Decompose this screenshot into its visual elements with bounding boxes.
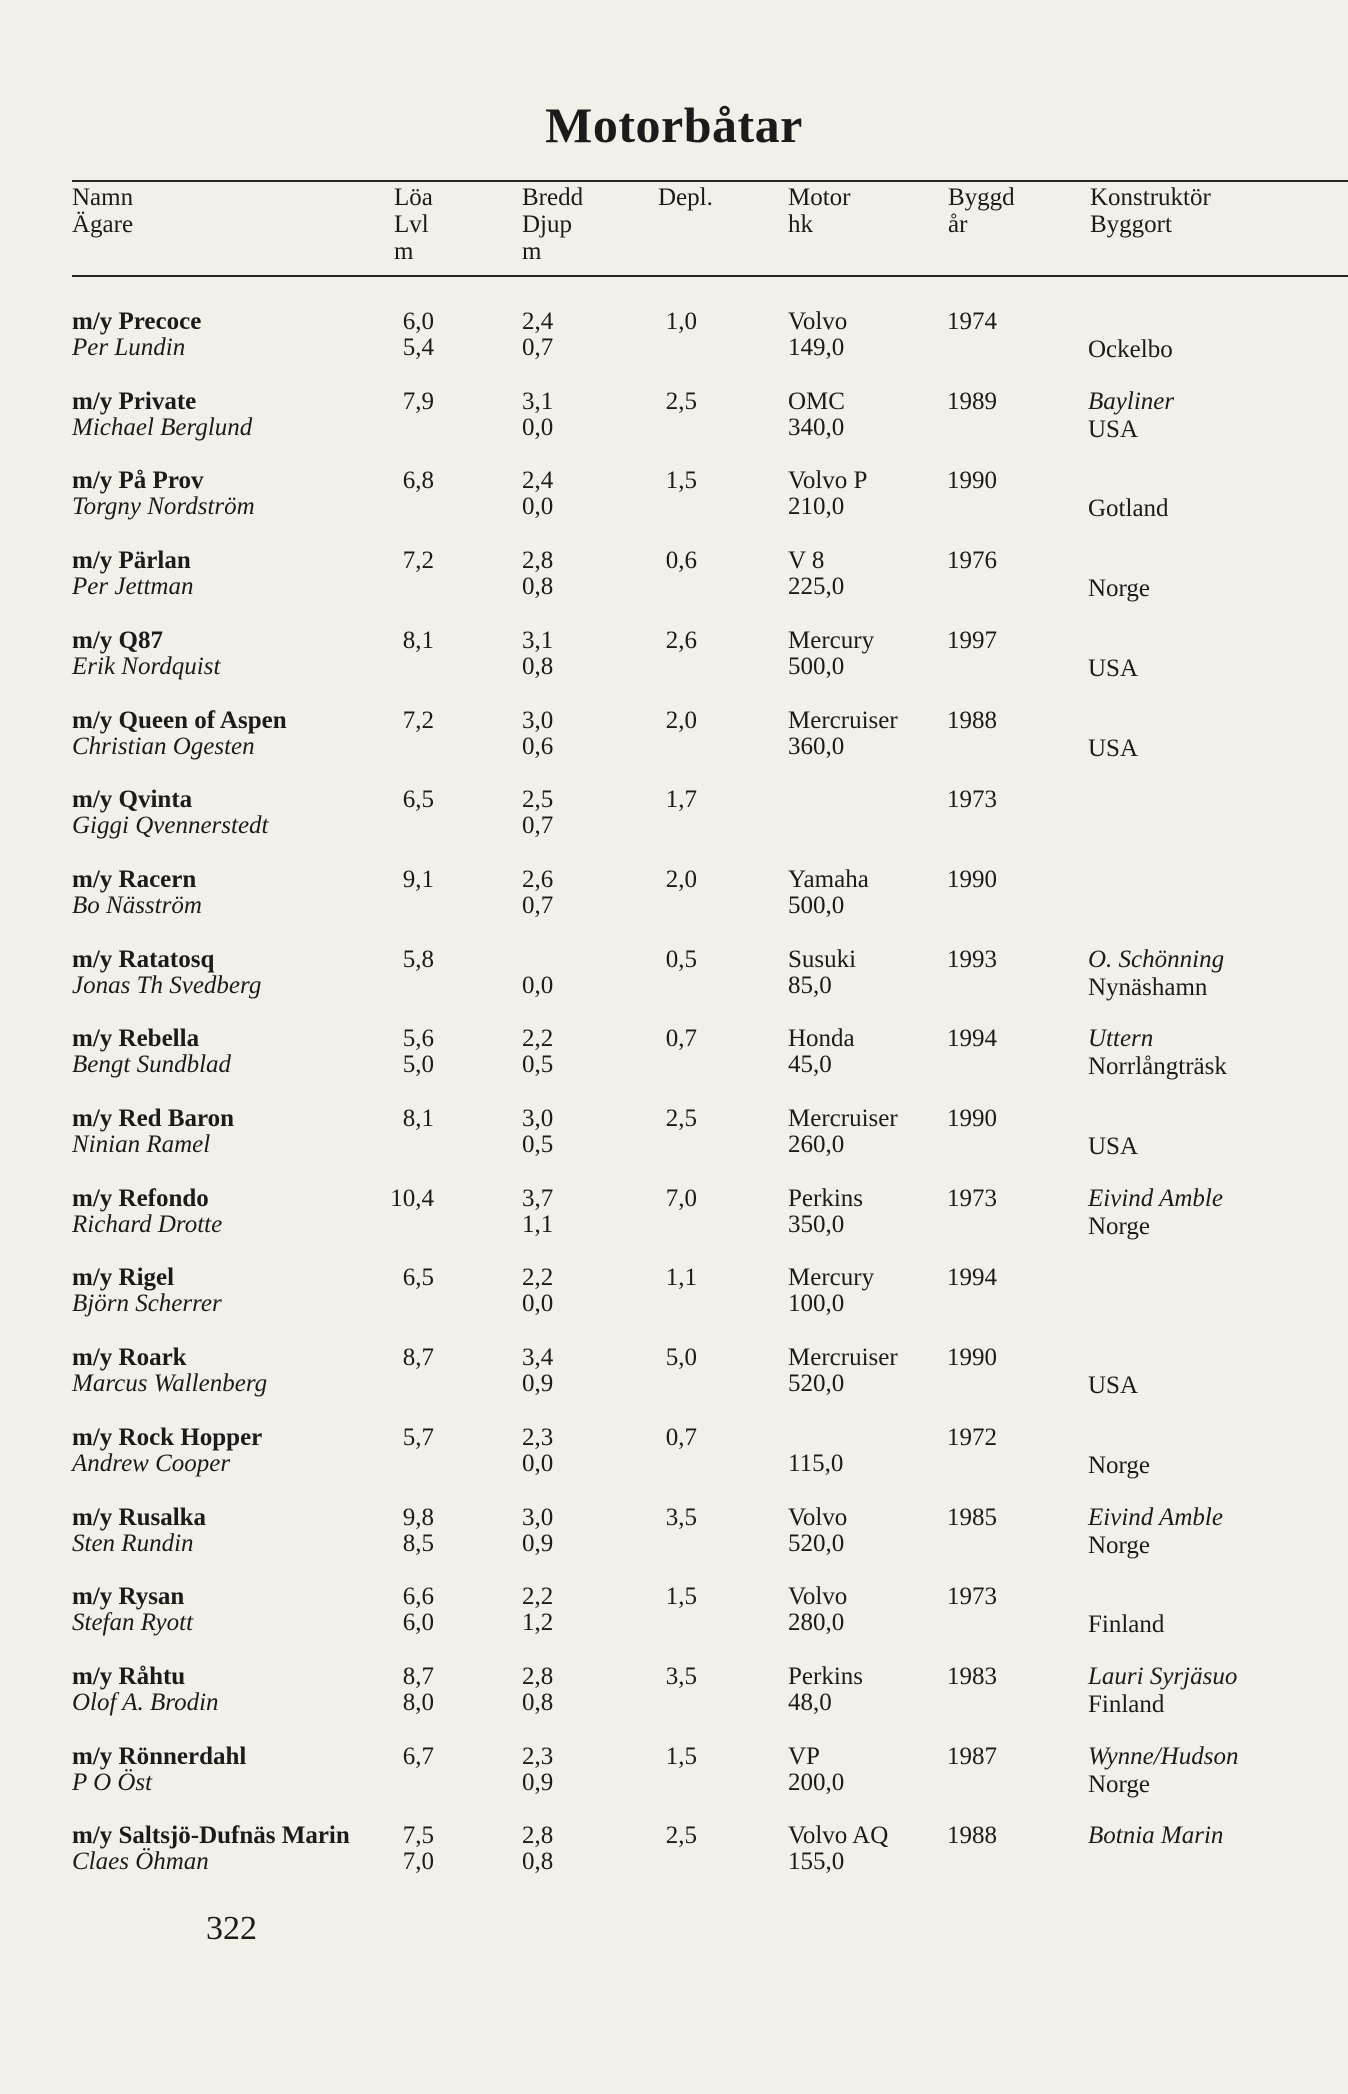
- displacement: 0,7: [665, 1025, 697, 1052]
- length-overall: 5,8: [402, 946, 434, 973]
- col-header-beam-draft: Bredd Djup m: [522, 184, 584, 265]
- engine: V 8: [788, 547, 825, 574]
- build-year: 1994: [947, 1264, 997, 1291]
- boat-name: m/y Rigel: [72, 1264, 175, 1291]
- engine: Susuki: [788, 946, 857, 973]
- waterline-length: 6,0: [402, 1609, 434, 1636]
- table-row: [0, 1105, 1348, 1185]
- boat-name: m/y Refondo: [72, 1185, 209, 1212]
- table-row: [0, 467, 1348, 547]
- engine: Mercruiser: [788, 1105, 898, 1132]
- boat-name: m/y Råhtu: [72, 1663, 186, 1690]
- table-row: [0, 547, 1348, 627]
- build-year: 1990: [947, 866, 997, 893]
- horsepower: 100,0: [788, 1290, 845, 1317]
- build-year: 1987: [947, 1743, 997, 1770]
- boat-name: m/y Rebella: [72, 1025, 200, 1052]
- boat-name: m/y Pärlan: [72, 547, 191, 574]
- horsepower: 520,0: [788, 1530, 845, 1557]
- draft: 0,0: [522, 493, 554, 520]
- owner-name: Björn Scherrer: [72, 1290, 222, 1317]
- beam: 2,8: [522, 547, 554, 574]
- draft: 0,9: [522, 1370, 554, 1397]
- displacement: 3,5: [665, 1663, 697, 1690]
- build-year: 1974: [947, 308, 997, 335]
- build-place: USA: [1088, 416, 1139, 443]
- draft: 0,5: [522, 1131, 554, 1158]
- beam: 2,5: [522, 786, 554, 813]
- designer: Eivind Amble: [1088, 1185, 1223, 1212]
- engine: Mercruiser: [788, 707, 898, 734]
- displacement: 1,5: [665, 467, 697, 494]
- draft: 1,2: [522, 1609, 554, 1636]
- engine: Volvo AQ: [788, 1822, 889, 1849]
- horsepower: 45,0: [788, 1051, 832, 1078]
- length-overall: 6,5: [402, 786, 434, 813]
- engine: Yamaha: [788, 866, 869, 893]
- boat-name: m/y Rusalka: [72, 1504, 207, 1531]
- displacement: 1,5: [665, 1583, 697, 1610]
- build-year: 1997: [947, 627, 997, 654]
- table-row: [0, 388, 1348, 468]
- length-overall: 8,1: [402, 1105, 434, 1132]
- build-place: USA: [1088, 1133, 1139, 1160]
- displacement: 1,1: [665, 1264, 697, 1291]
- owner-name: Erik Nordquist: [72, 653, 221, 680]
- boat-name: m/y Rock Hopper: [72, 1424, 263, 1451]
- displacement: 2,5: [665, 388, 697, 415]
- build-place: Finland: [1088, 1691, 1165, 1718]
- build-place: Norge: [1088, 1532, 1151, 1559]
- horsepower: 48,0: [788, 1689, 832, 1716]
- designer: Uttern: [1088, 1025, 1154, 1052]
- horsepower: 115,0: [788, 1450, 844, 1477]
- displacement: 1,5: [665, 1743, 697, 1770]
- header-top-rule: [72, 180, 1348, 182]
- owner-name: Jonas Th Svedberg: [72, 972, 262, 999]
- engine: Mercury: [788, 1264, 875, 1291]
- draft: 0,8: [522, 1689, 554, 1716]
- draft: 0,0: [522, 1450, 554, 1477]
- build-place: Norge: [1088, 1213, 1151, 1240]
- displacement: 0,5: [665, 946, 697, 973]
- owner-name: P O Öst: [72, 1769, 153, 1796]
- build-place: USA: [1088, 655, 1139, 682]
- boat-name: m/y Roark: [72, 1344, 187, 1371]
- draft: 0,9: [522, 1530, 554, 1557]
- build-place: Gotland: [1088, 495, 1169, 522]
- beam: 2,3: [522, 1424, 554, 1451]
- owner-name: Stefan Ryott: [72, 1609, 194, 1636]
- draft: 0,7: [522, 812, 554, 839]
- beam: 2,2: [522, 1264, 554, 1291]
- displacement: 1,0: [665, 308, 697, 335]
- length-overall: 5,7: [402, 1424, 434, 1451]
- length-overall: 7,2: [402, 547, 434, 574]
- length-overall: 10,4: [390, 1185, 434, 1212]
- beam: 3,4: [522, 1344, 554, 1371]
- length-overall: 7,5: [402, 1822, 434, 1849]
- draft: 0,0: [522, 1290, 554, 1317]
- engine: Mercury: [788, 627, 875, 654]
- displacement: 3,5: [665, 1504, 697, 1531]
- boat-name: m/y Ratatosq: [72, 946, 215, 973]
- table-row: [0, 308, 1348, 388]
- table-row: [0, 1025, 1348, 1105]
- engine: Volvo: [788, 308, 848, 335]
- build-year: 1973: [947, 1583, 997, 1610]
- build-year: 1990: [947, 1344, 997, 1371]
- engine: OMC: [788, 388, 845, 415]
- build-place: Nynäshamn: [1088, 974, 1208, 1001]
- boat-name: m/y Q87: [72, 627, 163, 654]
- length-overall: 6,6: [402, 1583, 434, 1610]
- displacement: 1,7: [665, 786, 697, 813]
- length-overall: 5,6: [402, 1025, 434, 1052]
- table-row: [0, 1583, 1348, 1663]
- boat-name: m/y Qvinta: [72, 786, 193, 813]
- waterline-length: 5,0: [402, 1051, 434, 1078]
- build-year: 1976: [947, 547, 997, 574]
- col-header-built-year: Byggd år: [948, 184, 1015, 238]
- waterline-length: 8,0: [402, 1689, 434, 1716]
- horsepower: 225,0: [788, 573, 845, 600]
- displacement: 2,5: [665, 1822, 697, 1849]
- col-header-designer-place: Konstruktör Byggort: [1090, 184, 1211, 238]
- engine: Perkins: [788, 1185, 863, 1212]
- beam: 3,1: [522, 627, 554, 654]
- owner-name: Olof A. Brodin: [72, 1689, 219, 1716]
- table-row: [0, 627, 1348, 707]
- horsepower: 85,0: [788, 972, 832, 999]
- engine: Mercruiser: [788, 1344, 898, 1371]
- build-year: 1972: [947, 1424, 997, 1451]
- col-header-name-owner: Namn Ägare: [72, 184, 134, 238]
- owner-name: Bengt Sundblad: [72, 1051, 232, 1078]
- col-header-displacement: Depl.: [658, 184, 713, 211]
- table-row: [0, 707, 1348, 787]
- col-header-engine-hp: Motor hk: [788, 184, 851, 238]
- draft: 0,8: [522, 573, 554, 600]
- designer: Wynne/Hudson: [1088, 1743, 1239, 1770]
- engine: Volvo P: [788, 467, 868, 494]
- table-row: [0, 786, 1348, 866]
- horsepower: 280,0: [788, 1609, 845, 1636]
- designer: Botnia Marin: [1088, 1822, 1224, 1849]
- build-year: 1988: [947, 707, 997, 734]
- beam: 3,1: [522, 388, 554, 415]
- horsepower: 500,0: [788, 892, 845, 919]
- build-year: 1993: [947, 946, 997, 973]
- col-header-length: Löa Lvl m: [394, 184, 433, 265]
- boat-name: m/y Precoce: [72, 308, 202, 335]
- length-overall: 9,8: [402, 1504, 434, 1531]
- draft: 0,0: [522, 414, 554, 441]
- owner-name: Giggi Qvennerstedt: [72, 812, 269, 839]
- draft: 0,8: [522, 1848, 554, 1875]
- table-row: [0, 1264, 1348, 1344]
- beam: 3,0: [522, 1504, 554, 1531]
- length-overall: 8,7: [402, 1344, 434, 1371]
- table-row: [0, 1663, 1348, 1743]
- draft: 0,0: [522, 972, 554, 999]
- beam: 3,0: [522, 1105, 554, 1132]
- length-overall: 8,7: [402, 1663, 434, 1690]
- engine: VP: [788, 1743, 820, 1770]
- build-place: Finland: [1088, 1611, 1165, 1638]
- beam: 3,0: [522, 707, 554, 734]
- beam: 2,2: [522, 1583, 554, 1610]
- engine: Honda: [788, 1025, 855, 1052]
- boat-name: m/y Rönnerdahl: [72, 1743, 247, 1770]
- boat-name: m/y Rysan: [72, 1583, 185, 1610]
- waterline-length: 8,5: [402, 1530, 434, 1557]
- displacement: 7,0: [665, 1185, 697, 1212]
- beam: 2,8: [522, 1663, 554, 1690]
- build-year: 1990: [947, 1105, 997, 1132]
- horsepower: 260,0: [788, 1131, 845, 1158]
- owner-name: Marcus Wallenberg: [72, 1370, 268, 1397]
- build-place: Norge: [1088, 1452, 1151, 1479]
- draft: 0,7: [522, 334, 554, 361]
- length-overall: 7,2: [402, 707, 434, 734]
- draft: 0,7: [522, 892, 554, 919]
- displacement: 2,0: [665, 707, 697, 734]
- build-year: 1990: [947, 467, 997, 494]
- beam: 3,7: [522, 1185, 554, 1212]
- displacement: 0,6: [665, 547, 697, 574]
- beam: 2,8: [522, 1822, 554, 1849]
- build-year: 1989: [947, 388, 997, 415]
- beam: 2,4: [522, 467, 554, 494]
- length-overall: 6,5: [402, 1264, 434, 1291]
- length-overall: 9,1: [402, 866, 434, 893]
- table-row: [0, 1822, 1348, 1902]
- draft: 0,8: [522, 653, 554, 680]
- length-overall: 7,9: [402, 388, 434, 415]
- owner-name: Torgny Nordström: [72, 493, 255, 520]
- designer: Eivind Amble: [1088, 1504, 1223, 1531]
- build-place: USA: [1088, 735, 1139, 762]
- beam: 2,3: [522, 1743, 554, 1770]
- build-year: 1983: [947, 1663, 997, 1690]
- engine: Volvo: [788, 1504, 848, 1531]
- designer: O. Schönning: [1088, 946, 1225, 973]
- table-row: [0, 946, 1348, 1026]
- table-row: [0, 1424, 1348, 1504]
- horsepower: 520,0: [788, 1370, 845, 1397]
- table-row: [0, 866, 1348, 946]
- waterline-length: 5,4: [402, 334, 434, 361]
- build-place: Ockelbo: [1088, 336, 1173, 363]
- owner-name: Sten Rundin: [72, 1530, 194, 1557]
- draft: 0,5: [522, 1051, 554, 1078]
- boat-name: m/y Red Baron: [72, 1105, 235, 1132]
- boat-name: m/y Private: [72, 388, 197, 415]
- build-place: Norrlångträsk: [1088, 1053, 1227, 1080]
- table-row: [0, 1344, 1348, 1424]
- table-row: [0, 1185, 1348, 1265]
- owner-name: Michael Berglund: [72, 414, 253, 441]
- displacement: 2,0: [665, 866, 697, 893]
- beam: 2,2: [522, 1025, 554, 1052]
- owner-name: Richard Drotte: [72, 1211, 223, 1238]
- horsepower: 360,0: [788, 733, 845, 760]
- horsepower: 155,0: [788, 1848, 845, 1875]
- owner-name: Andrew Cooper: [72, 1450, 231, 1477]
- draft: 0,9: [522, 1769, 554, 1796]
- table-row: [0, 1743, 1348, 1823]
- page-title: Motorbåtar: [545, 97, 803, 153]
- owner-name: Claes Öhman: [72, 1848, 209, 1875]
- owner-name: Per Lundin: [72, 334, 186, 361]
- waterline-length: 7,0: [402, 1848, 434, 1875]
- boat-name: m/y Queen of Aspen: [72, 707, 287, 734]
- beam: 2,6: [522, 866, 554, 893]
- owner-name: Ninian Ramel: [72, 1131, 211, 1158]
- build-place: Norge: [1088, 1771, 1151, 1798]
- displacement: 2,6: [665, 627, 697, 654]
- build-place: USA: [1088, 1372, 1139, 1399]
- build-year: 1985: [947, 1504, 997, 1531]
- owner-name: Per Jettman: [72, 573, 194, 600]
- length-overall: 6,8: [402, 467, 434, 494]
- length-overall: 6,7: [402, 1743, 434, 1770]
- boat-name: m/y På Prov: [72, 467, 204, 494]
- horsepower: 200,0: [788, 1769, 845, 1796]
- horsepower: 340,0: [788, 414, 845, 441]
- length-overall: 6,0: [402, 308, 434, 335]
- build-year: 1994: [947, 1025, 997, 1052]
- engine: Volvo: [788, 1583, 848, 1610]
- boat-name: m/y Racern: [72, 866, 197, 893]
- build-year: 1988: [947, 1822, 997, 1849]
- boat-name: m/y Saltsjö-Dufnäs Marin: [72, 1822, 350, 1849]
- build-place: Norge: [1088, 575, 1151, 602]
- draft: 0,6: [522, 733, 554, 760]
- beam: 2,4: [522, 308, 554, 335]
- owner-name: Christian Ogesten: [72, 733, 255, 760]
- build-year: 1973: [947, 1185, 997, 1212]
- horsepower: 500,0: [788, 653, 845, 680]
- horsepower: 350,0: [788, 1211, 845, 1238]
- draft: 1,1: [522, 1211, 554, 1238]
- displacement: 5,0: [665, 1344, 697, 1371]
- header-bottom-rule: [72, 275, 1348, 277]
- engine: Perkins: [788, 1663, 863, 1690]
- designer: Bayliner: [1088, 388, 1175, 415]
- horsepower: 149,0: [788, 334, 845, 361]
- displacement: 0,7: [665, 1424, 697, 1451]
- length-overall: 8,1: [402, 627, 434, 654]
- build-year: 1973: [947, 786, 997, 813]
- table-row: [0, 1504, 1348, 1584]
- designer: Lauri Syrjäsuo: [1088, 1663, 1238, 1690]
- page-number: 322: [206, 1910, 257, 1947]
- owner-name: Bo Näsström: [72, 892, 202, 919]
- horsepower: 210,0: [788, 493, 845, 520]
- displacement: 2,5: [665, 1105, 697, 1132]
